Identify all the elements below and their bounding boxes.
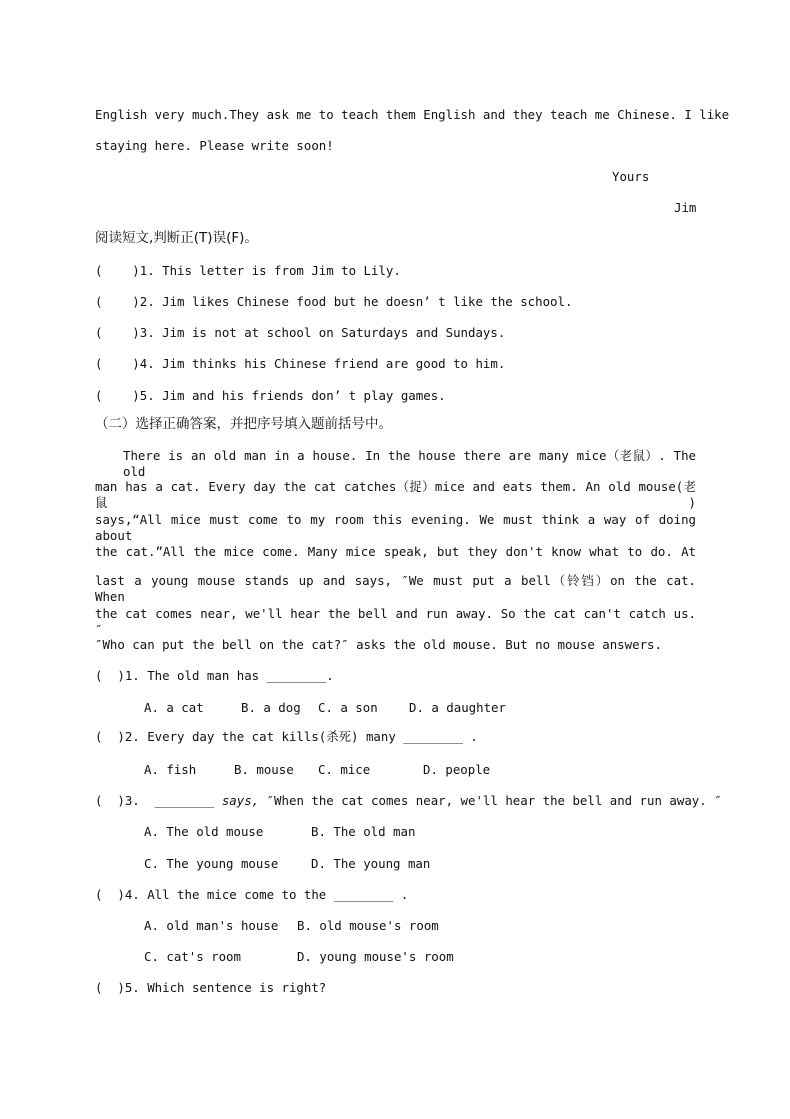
q1-option-b: B. a dog	[241, 700, 301, 715]
tf-item-5: ( )5. Jim and his friends don’ t play games.	[95, 388, 446, 403]
question-3-stem	[95, 793, 722, 809]
q4-option-d: D. young mouse's room	[297, 949, 454, 964]
q3-option-a: A. The old mouse	[144, 824, 264, 839]
part1-instruction: 阅读短文,判断正(T)误(F)。	[95, 230, 258, 246]
passage-line-7: ″Who can put the bell on the cat?″ asks the old mouse. But no mouse answers.	[95, 637, 662, 652]
passage-line-5: last a young mouse stands up and says, ″We must put a bell（铃铛）on the cat. When	[95, 573, 696, 604]
q4-option-b: B. old mouse's room	[297, 918, 439, 933]
q4-option-c: C. cat's room	[144, 949, 241, 964]
q1-option-d: D. a daughter	[409, 700, 506, 715]
q3-stem-says: says,	[221, 793, 260, 808]
q4-option-a: A. old man's house	[144, 918, 279, 933]
letter-line-1: English very much.They ask me to teach them English and they teach me Chinese. I like	[95, 107, 730, 122]
letter-line-2: staying here. Please write soon!	[95, 138, 334, 153]
letter-signature: Jim	[674, 200, 697, 215]
part2-heading: （二）选择正确答案，并把序号填入题前括号中。	[95, 416, 392, 432]
question-5-stem: ( )5. Which sentence is right?	[95, 980, 327, 995]
q3-option-d: D. The young man	[311, 856, 431, 871]
passage-line-1: There is an old man in a house. In the house there are many mice（老鼠）. The old	[123, 448, 696, 479]
q1-option-a: A. a cat	[144, 700, 204, 715]
question-4-stem: ( )4. All the mice come to the ________ .	[95, 887, 409, 902]
question-2-stem: ( )2. Every day the cat kills(杀死) many ________ .	[95, 729, 478, 744]
tf-item-3: ( )3. Jim is not at school on Saturdays and Sundays.	[95, 325, 506, 340]
passage-line-2: man has a cat. Every day the cat catches（捉）mice and eats them. An old mouse(老鼠)	[95, 479, 696, 510]
letter-closing: Yours	[612, 169, 650, 184]
tf-item-4: ( )4. Jim thinks his Chinese friend are good to him.	[95, 356, 506, 371]
q2-option-b: B. mouse	[234, 762, 294, 777]
q2-option-d: D. people	[423, 762, 491, 777]
tf-item-2: ( )2. Jim likes Chinese food but he doesn’ t like the school.	[95, 294, 573, 309]
question-1-stem: ( )1. The old man has ________.	[95, 668, 334, 683]
q3-stem-prefix: ( )3. ________	[95, 793, 222, 808]
q3-option-c: C. The young mouse	[144, 856, 279, 871]
passage-line-4: the cat.”All the mice come. Many mice speak, but they don't know what to do. At	[95, 544, 696, 559]
q3-option-b: B. The old man	[311, 824, 416, 839]
q2-option-c: C. mice	[318, 762, 371, 777]
tf-item-1: ( )1. This letter is from Jim to Lily.	[95, 263, 401, 278]
q2-option-a: A. fish	[144, 762, 197, 777]
q3-stem-rest: ″When the cat comes near, we'll hear the bell and run away. ″	[259, 793, 722, 808]
q1-option-c: C. a son	[318, 700, 378, 715]
passage-line-3: says,“All mice must come to my room this evening. We must think a way of doing about	[95, 512, 696, 543]
passage-line-6: the cat comes near, we'll hear the bell and run away. So the cat can't catch us. ″	[95, 606, 696, 637]
